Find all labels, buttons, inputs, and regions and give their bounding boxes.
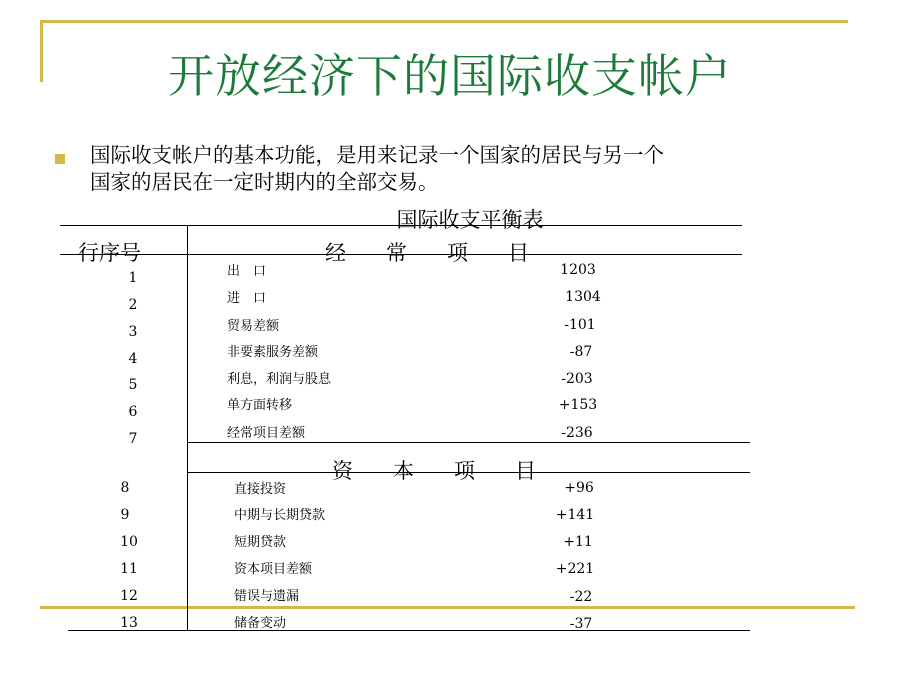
row-value: 1304 [565, 289, 601, 305]
bullet-line-1: 国际收支帐户的基本功能，是用来记录一个国家的居民与另一个 [90, 143, 664, 167]
row-number: 11 [120, 561, 138, 577]
row-number: 10 [120, 534, 138, 550]
row-number: 13 [120, 615, 138, 631]
row-number: 12 [120, 588, 138, 604]
row-value: +141 [555, 507, 595, 523]
row-number: 1 [128, 270, 138, 286]
current-account-header: 经常项目 [325, 241, 569, 265]
row-item: 利息，利润与股息 [227, 372, 332, 387]
row-number: 9 [120, 507, 130, 523]
row-item: 中期与长期贷款 [234, 508, 326, 523]
sequence-column-header: 行序号 [78, 241, 141, 265]
current-section-rule [187, 442, 750, 443]
top-accent-line [40, 20, 848, 23]
row-item: 直接投资 [234, 482, 287, 497]
row-item: 储备变动 [234, 616, 287, 631]
row-item: 单方面转移 [227, 398, 293, 413]
row-item: 错误与遗漏 [234, 589, 300, 604]
row-number: 4 [128, 351, 138, 367]
row-number: 5 [128, 377, 138, 393]
row-value: -37 [569, 616, 593, 632]
row-value: -236 [561, 425, 593, 441]
row-value: +153 [558, 397, 598, 413]
row-item: 非要素服务差额 [227, 345, 319, 360]
row-item: 短期贷款 [234, 535, 287, 550]
slide-title: 开放经济下的国际收支帐户 [168, 49, 732, 103]
row-number: 2 [128, 297, 138, 313]
bottom-accent-line [40, 606, 855, 609]
row-value: -87 [569, 344, 593, 360]
row-number: 7 [128, 431, 138, 447]
row-value: +221 [555, 561, 595, 577]
row-number: 3 [128, 324, 138, 340]
row-item: 出 口 [227, 264, 267, 279]
bullet-text [90, 142, 850, 196]
capital-account-header: 资本项目 [332, 459, 576, 483]
row-value: -101 [564, 317, 596, 333]
row-item: 资本项目差额 [234, 562, 313, 577]
row-value: -203 [561, 371, 593, 387]
table-title: 国际收支平衡表 [396, 208, 544, 232]
row-number: 8 [120, 480, 130, 496]
row-value: +96 [564, 480, 594, 496]
row-number: 6 [128, 404, 138, 420]
row-item: 经常项目差额 [227, 426, 306, 441]
table-bottom-rule [68, 630, 750, 631]
bullet-square-icon [55, 154, 65, 164]
row-value: +11 [563, 534, 593, 550]
row-item: 进 口 [227, 291, 267, 306]
row-item: 贸易差额 [227, 319, 280, 334]
bullet-line-2: 国家的居民在一定时期内的全部交易。 [90, 170, 439, 194]
row-value: -22 [569, 589, 593, 605]
row-value: 1203 [560, 262, 596, 278]
table-column-divider [187, 225, 188, 631]
